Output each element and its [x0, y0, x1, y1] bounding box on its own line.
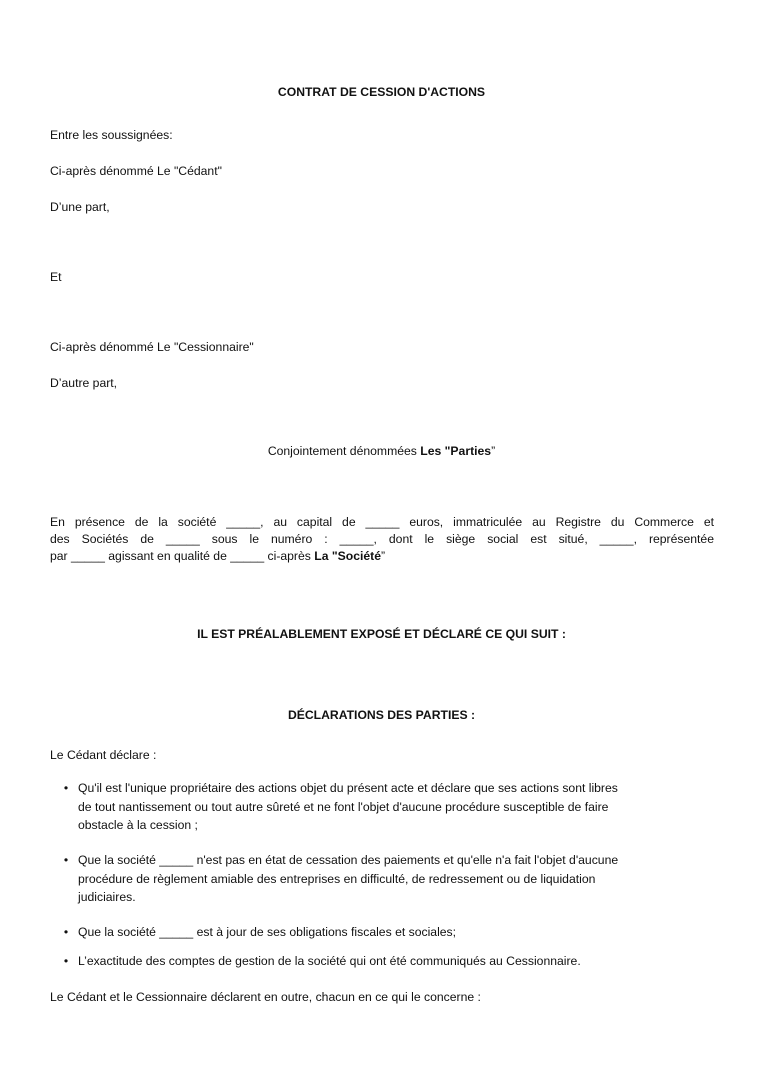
- bullet-item: [78, 851, 718, 907]
- declarations-heading: DÉCLARATIONS DES PARTIES :: [287, 708, 476, 722]
- intro-line: Entre les soussignées:: [50, 128, 173, 142]
- bullet-item: [78, 779, 718, 835]
- societe-line-3: [50, 548, 714, 565]
- bullet-item: [78, 952, 718, 971]
- parties-suffix: ”: [491, 444, 496, 458]
- expose-heading: IL EST PRÉALABLEMENT EXPOSÉ ET DÉCLARÉ CE QUI SUIT :: [197, 627, 566, 641]
- bullet-item: [78, 923, 718, 942]
- bullet-marker: •: [63, 853, 69, 867]
- parties-bold: Les "Parties: [420, 444, 492, 458]
- bullet-marker: •: [63, 954, 69, 968]
- parties-line: [0, 443, 763, 459]
- cedant-line: Ci-après dénommé Le "Cédant": [50, 164, 222, 178]
- societe-line-2: des Sociétés de _____ sous le numéro : _____, dont le siège social est situé, _____, représentée: [50, 531, 714, 546]
- societe-paragraph: [50, 514, 714, 564]
- bullet-1-line-3: obstacle à la cession ;: [78, 818, 198, 832]
- cessionnaire-line: Ci-après dénommé Le "Cessionnaire": [50, 340, 254, 354]
- societe-line-3-suffix: ”: [381, 548, 386, 563]
- bullet-4-line-1: L’exactitude des comptes de gestion de la société qui ont été communiqués au Cessionnaire.: [78, 954, 581, 968]
- closing-line: Le Cédant et le Cessionnaire déclarent en outre, chacun en ce qui le concerne :: [50, 990, 481, 1004]
- bullet-marker: •: [63, 781, 69, 795]
- bullet-2-line-2: procédure de règlement amiable des entreprises en difficulté, de redressement ou de liquidation: [78, 871, 596, 886]
- societe-bold: La "Société: [314, 548, 382, 563]
- autre-part-line: D’autre part,: [50, 376, 118, 390]
- parties-prefix: Conjointement dénommées: [267, 444, 421, 458]
- et-line: Et: [50, 270, 62, 284]
- societe-line-1: En présence de la société _____, au capital de _____ euros, immatriculée au Registre du Commerce et: [50, 515, 714, 529]
- bullet-3-line-1: Que la société _____ est à jour de ses obligations fiscales et sociales;: [78, 925, 457, 939]
- bullet-2-line-3: judiciaires.: [78, 890, 136, 904]
- bullet-1-line-2: de tout nantissement ou tout autre sûreté et ne font l'objet d'aucune procédure susceptible de faire: [78, 799, 609, 814]
- bullet-2-line-1: Que la société _____ n'est pas en état de cessation des paiements et qu'elle n'a fait l'objet d'aucune: [78, 853, 619, 867]
- societe-line-3-prefix: par _____ agissant en qualité de _____ ci-après: [50, 548, 315, 563]
- document-title: CONTRAT DE CESSION D'ACTIONS: [277, 85, 486, 99]
- une-part-line: D’une part,: [50, 200, 110, 214]
- bullet-1-line-1: Qu'il est l'unique propriétaire des actions objet du présent acte et déclare que ses actions sont libres: [78, 781, 618, 795]
- cedant-declare-line: Le Cédant déclare :: [50, 748, 157, 762]
- bullet-marker: •: [63, 925, 69, 939]
